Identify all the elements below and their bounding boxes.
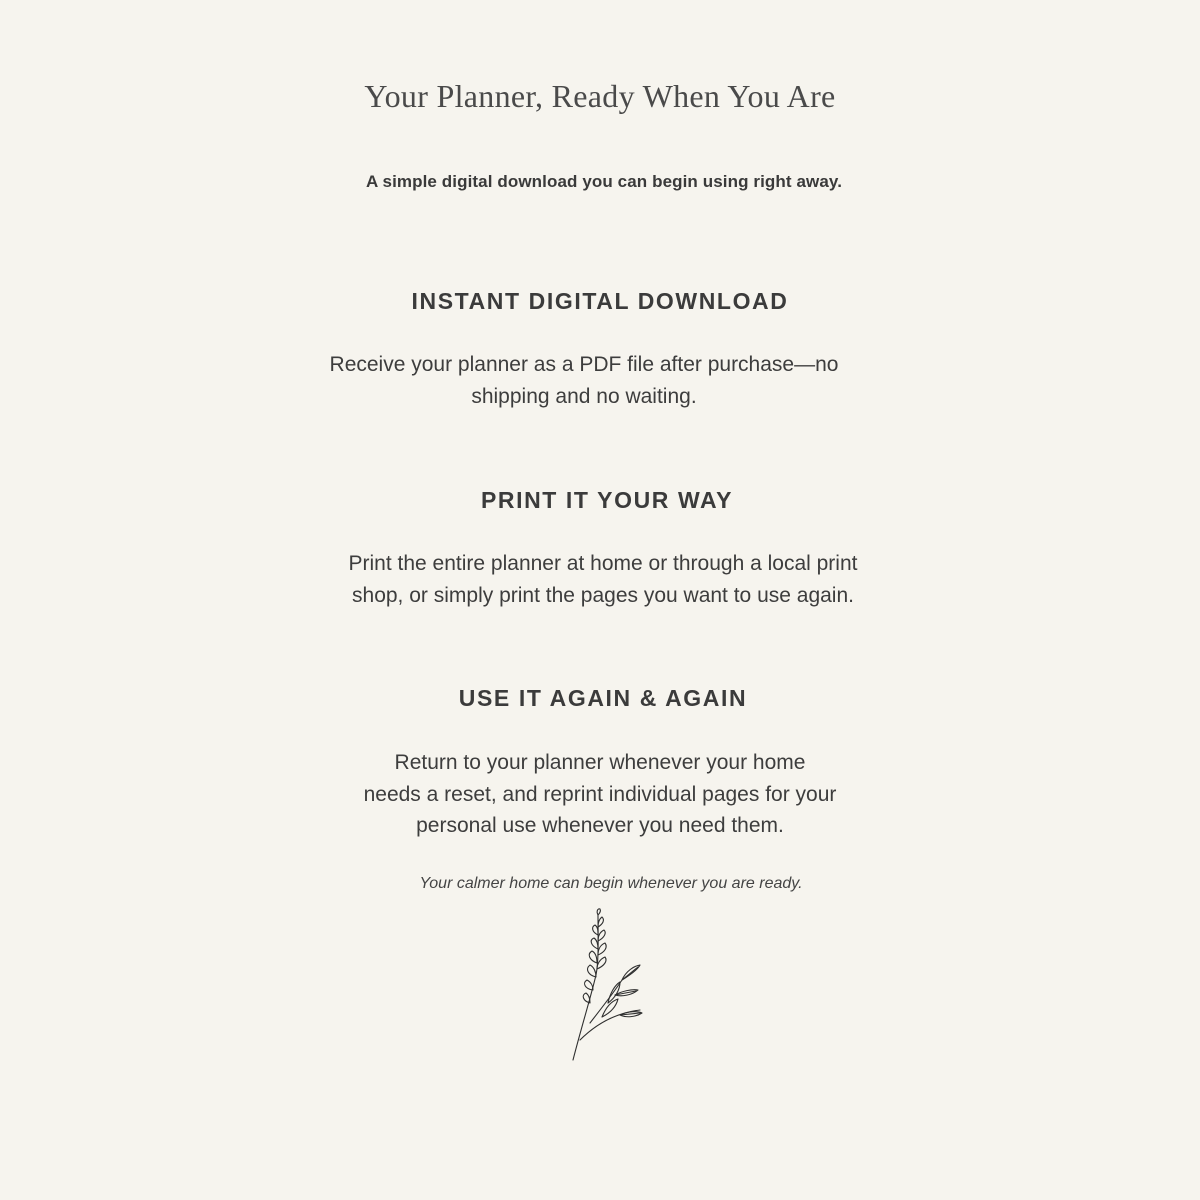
feature-heading-print: PRINT IT YOUR WAY (480, 487, 734, 513)
feature-heading-reuse: USE IT AGAIN & AGAIN (458, 685, 748, 711)
feature-text-print: Print the entire planner at home or through a local print shop, or simply print the pages you want to use again. (348, 552, 858, 607)
page-subtitle: A simple digital download you can begin using right away. (365, 172, 843, 191)
botanical-sprig-icon (560, 905, 660, 1065)
page-title: Your Planner, Ready When You Are (364, 78, 836, 114)
feature-text-download: Receive your planner as a PDF file after purchase—no shipping and no waiting. (329, 353, 839, 408)
closing-line: Your calmer home can begin whenever you are ready. (419, 875, 803, 892)
feature-text-reuse: Return to your planner whenever your home needs a reset, and reprint individual pages for your personal use whenever you need them. (363, 751, 837, 837)
feature-heading-download: INSTANT DIGITAL DOWNLOAD (411, 288, 789, 314)
